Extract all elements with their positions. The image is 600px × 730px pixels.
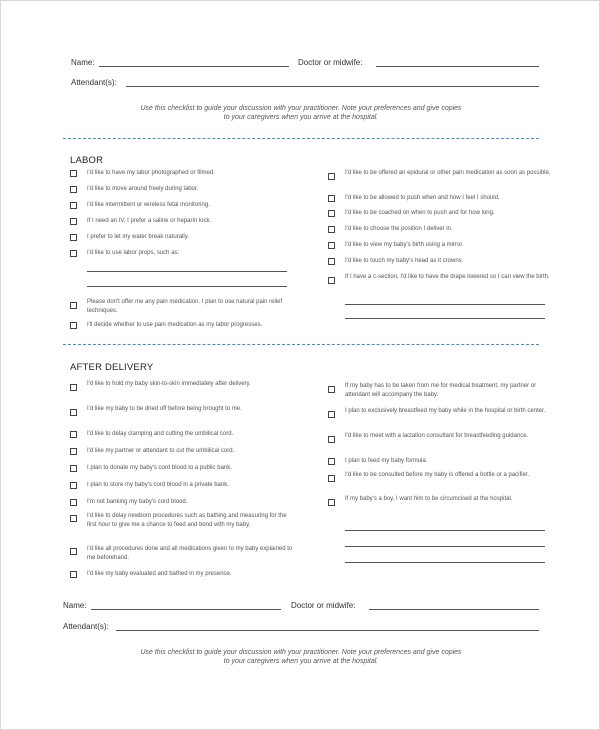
footer-doctor-label: Doctor or midwife:	[291, 601, 356, 610]
item-label: I'd like to delay newborn procedures such as bathing and measuring for the first hour to give me a chance to feed and bond with my baby.	[87, 513, 287, 528]
header-note-line1: Use this checklist to guide your discussion with your practitioner. Note your preferences and give copies	[140, 105, 462, 112]
item-label: I'd like all procedures done and all medications given to my baby explained to me beforehand.	[87, 546, 293, 561]
item-label: I'd like to be consulted before my baby is offered a bottle or a pacifier.	[345, 472, 530, 478]
checkbox[interactable]	[70, 448, 77, 455]
checkbox[interactable]	[328, 210, 335, 217]
footer-note	[61, 648, 541, 666]
item-label: If my baby's a boy, I want him to be circumcised at the hospital.	[345, 496, 513, 502]
item-label: I plan to store my baby's cord blood in a private bank.	[87, 482, 229, 488]
checkbox[interactable]	[70, 571, 77, 578]
item-label: If I have a c-section, I'd like to have the drape lowered so I can view the birth.	[345, 274, 550, 280]
item-label: I plan to feed my baby formula.	[345, 458, 428, 464]
item-label: I'd like to meet with a lactation consultant for breastfeeding guidance.	[345, 433, 529, 439]
checkbox[interactable]	[328, 258, 335, 265]
name-label: Name:	[71, 58, 95, 67]
item-label: I'd like to be offered an epidural or other pain medication as soon as possible.	[345, 170, 551, 176]
item-label: I'd like intermittent or wireless fetal monitoring.	[87, 202, 210, 208]
item-label: I'd like to delay clamping and cutting the umbilical cord.	[87, 431, 234, 437]
write-in-line[interactable]	[345, 530, 545, 531]
checkbox[interactable]	[70, 499, 77, 506]
write-in-line[interactable]	[345, 304, 545, 305]
write-in-line[interactable]	[345, 546, 545, 547]
checkbox[interactable]	[328, 195, 335, 202]
doctor-field[interactable]	[376, 66, 539, 67]
footer-name-field[interactable]	[91, 609, 281, 610]
checkbox[interactable]	[328, 242, 335, 249]
checkbox[interactable]	[328, 277, 335, 284]
checkbox[interactable]	[70, 218, 77, 225]
checkbox[interactable]	[70, 250, 77, 257]
checkbox[interactable]	[328, 226, 335, 233]
item-label: I'd like to hold my baby skin-to-skin immediately after delivery.	[87, 381, 251, 387]
checkbox[interactable]	[70, 322, 77, 329]
header-note	[61, 104, 541, 122]
checkbox[interactable]	[70, 302, 77, 309]
name-field[interactable]	[99, 66, 289, 67]
footer-note-line2: to your caregivers when you arrive at the hospital.	[223, 658, 379, 665]
item-label: I'll decide whether to use pain medication as my labor progresses.	[87, 322, 263, 328]
checkbox[interactable]	[328, 475, 335, 482]
item-label: I plan to exclusively breastfeed my baby while in the hospital or birth center.	[345, 408, 546, 414]
item-label: I'd like to touch my baby's head as it crowns.	[345, 258, 464, 264]
checkbox[interactable]	[70, 465, 77, 472]
item-label: I'd like to use labor props, such as:	[87, 250, 180, 256]
item-label: I'd like to choose the position I deliver in.	[345, 226, 453, 232]
item-label: I plan to donate my baby's cord blood to a public bank.	[87, 465, 232, 471]
checkbox[interactable]	[70, 202, 77, 209]
item-label: I'd like to move around freely during labor.	[87, 186, 199, 192]
checkbox[interactable]	[328, 436, 335, 443]
checkbox[interactable]	[328, 386, 335, 393]
footer-attendants-label: Attendant(s):	[63, 622, 109, 631]
item-label: Please don't offer me any pain medication. I plan to use natural pain relief techniques.	[87, 299, 283, 314]
header-note-line2: to your caregivers when you arrive at the hospital.	[223, 114, 379, 121]
checkbox[interactable]	[70, 548, 77, 555]
checkbox[interactable]	[70, 170, 77, 177]
footer-attendants-field[interactable]	[116, 630, 539, 631]
item-label: I'd like my partner or attendant to cut the umbilical cord.	[87, 448, 235, 454]
checkbox[interactable]	[328, 499, 335, 506]
item-label: I prefer to let my water break naturally.	[87, 234, 189, 240]
write-in-line[interactable]	[87, 271, 287, 272]
item-label: If my baby has to be taken from me for medical treatment, my partner or attendant will accompany the baby.	[345, 383, 537, 398]
write-in-line[interactable]	[345, 562, 545, 563]
footer-doctor-field[interactable]	[369, 609, 539, 610]
attendants-field[interactable]	[126, 86, 539, 87]
checkbox[interactable]	[328, 458, 335, 465]
item-label: I'd like my baby to be dried off before being brought to me.	[87, 406, 242, 412]
checkbox[interactable]	[70, 234, 77, 241]
item-label: I'd like to be allowed to push when and how I feel I should.	[345, 195, 500, 201]
doctor-label: Doctor or midwife:	[298, 58, 363, 67]
write-in-line[interactable]	[345, 318, 545, 319]
checkbox[interactable]	[70, 384, 77, 391]
footer-name-label: Name:	[63, 601, 87, 610]
checkbox[interactable]	[328, 173, 335, 180]
write-in-line[interactable]	[87, 286, 287, 287]
divider-top	[63, 138, 539, 139]
checkbox[interactable]	[70, 482, 77, 489]
item-label: If I need an IV, I prefer a saline or heparin lock.	[87, 218, 212, 224]
checkbox[interactable]	[70, 409, 77, 416]
item-label: I'd like my baby evaluated and bathed in my presence.	[87, 571, 232, 577]
item-label: I'd like to have my labor photographed or filmed.	[87, 170, 215, 176]
checkbox[interactable]	[70, 515, 77, 522]
checkbox[interactable]	[328, 411, 335, 418]
item-label: I'm not banking my baby's cord blood.	[87, 499, 188, 505]
divider-middle	[63, 344, 539, 345]
checkbox[interactable]	[70, 186, 77, 193]
footer-note-line1: Use this checklist to guide your discussion with your practitioner. Note your preferences and give copies	[140, 649, 462, 656]
after-delivery-title: AFTER DELIVERY	[70, 362, 154, 373]
item-label: I'd like to be coached on when to push and for how long.	[345, 210, 495, 216]
attendants-label: Attendant(s):	[71, 78, 117, 87]
checkbox[interactable]	[70, 431, 77, 438]
item-label: I'd like to view my baby's birth using a mirror.	[345, 242, 464, 248]
labor-title: LABOR	[70, 155, 104, 166]
